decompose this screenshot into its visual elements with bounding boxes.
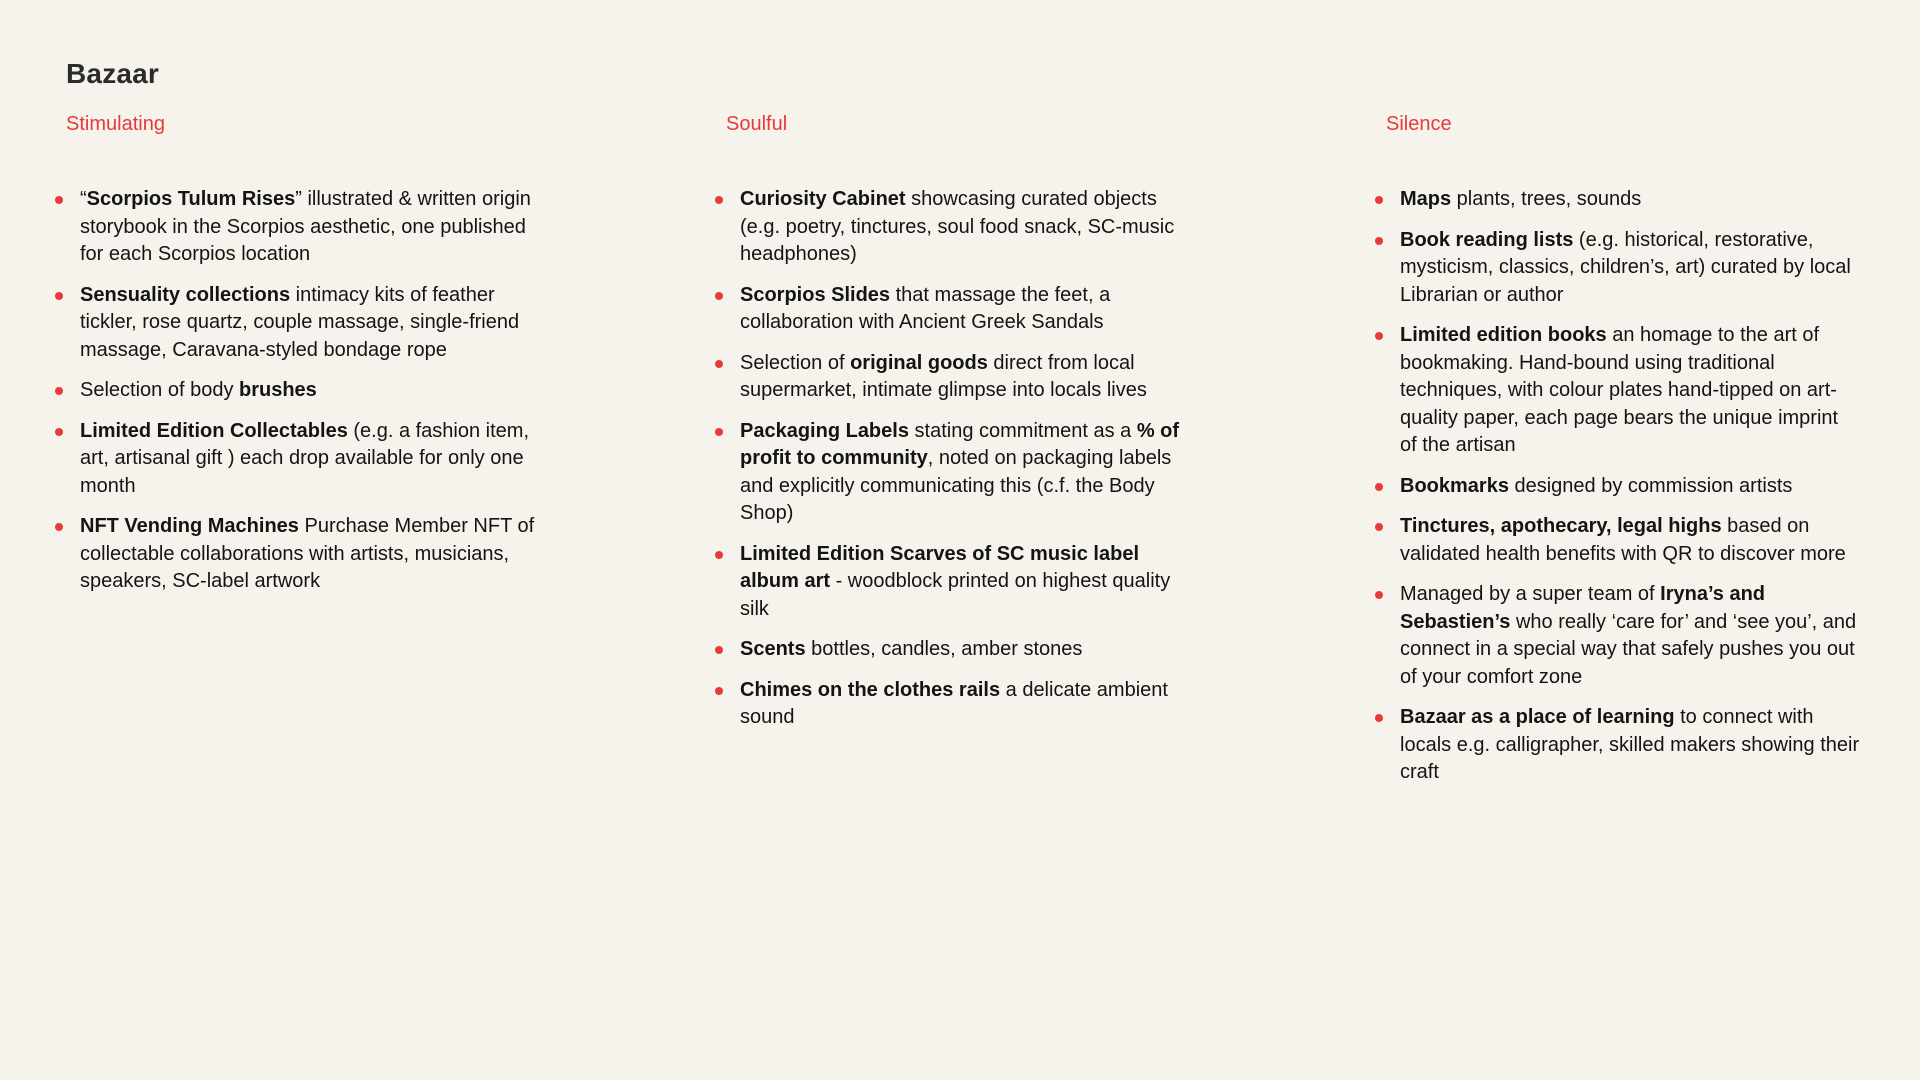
- list-item-text: Maps plants, trees, sounds: [1400, 188, 1642, 210]
- emphasis-text: Bazaar as a place of learning: [1400, 706, 1675, 728]
- emphasis-text: Limited Edition Scarves of SC music label album art: [740, 542, 1139, 592]
- list-item: [1400, 227, 1860, 310]
- list-item: [1400, 322, 1860, 460]
- emphasis-text: Curiosity Cabinet: [740, 188, 906, 210]
- list-item-text: Limited Edition Scarves of SC music label album art - woodblock printed on highest quality silk: [740, 542, 1171, 620]
- list-item-text: Selection of original goods direct from local supermarket, intimate glimpse into locals lives: [740, 351, 1147, 401]
- page-title: Bazaar: [66, 58, 160, 89]
- emphasis-text: Book reading lists: [1400, 228, 1574, 251]
- list-item: [740, 186, 1200, 269]
- emphasis-text: Maps: [1400, 188, 1452, 210]
- emphasis-text: Limited Edition Collectables: [80, 419, 348, 442]
- emphasis-text: Scorpios Tulum Rises: [86, 188, 296, 210]
- bullet-dot-icon: [715, 292, 723, 300]
- list-item: [740, 350, 1200, 405]
- emphasis-text: Sensuality collections: [80, 283, 291, 306]
- emphasis-text: Tinctures, apothecary, legal highs: [1400, 515, 1722, 537]
- list-item: [740, 418, 1200, 528]
- list-item-text: Managed by a super team of Iryna’s and Sebastien’s who really ‘care for’ and ‘see you’, and connect in a special way that safely pushes you out of your comfort zone: [1400, 583, 1857, 688]
- bullet-dot-icon: [55, 428, 63, 436]
- emphasis-text: Scorpios Slides: [740, 283, 891, 306]
- bullet-dot-icon: [1375, 237, 1383, 245]
- bullet-dot-icon: [715, 360, 723, 368]
- bullet-dot-icon: [715, 687, 723, 695]
- list-item-text: Limited edition books an homage to the art of bookmaking. Hand-bound using traditional techniques, with colour plates hand-tipped on art-quality paper, each page bears the unique imprint of the artisan: [1400, 324, 1839, 456]
- emphasis-text: Bookmarks: [1400, 474, 1509, 497]
- emphasis-text: original goods: [850, 351, 988, 374]
- bullet-list: [1400, 186, 1860, 800]
- list-item-text: Selection of body brushes: [80, 379, 317, 401]
- bullet-dot-icon: [1375, 523, 1383, 531]
- list-item: [1400, 581, 1860, 691]
- list-item-text: Tinctures, apothecary, legal highs based on validated health benefits with QR to discover more: [1400, 515, 1846, 565]
- bullet-dot-icon: [715, 428, 723, 436]
- list-item-text: Limited Edition Collectables (e.g. a fashion item, art, artisanal gift ) each drop available for only one month: [80, 419, 530, 497]
- list-item: [740, 282, 1200, 337]
- list-item-text: “Scorpios Tulum Rises” illustrated & written origin storybook in the Scorpios aesthetic, one published for each Scorpios location: [80, 188, 531, 265]
- emphasis-text: % of profit to community: [740, 419, 1180, 469]
- list-item: [80, 186, 535, 269]
- list-item: [740, 677, 1200, 732]
- column-soulful: [726, 110, 1206, 728]
- list-item: [1400, 186, 1860, 214]
- list-item: [740, 541, 1200, 624]
- bullet-dot-icon: [715, 646, 723, 654]
- bullet-dot-icon: [715, 196, 723, 204]
- bullet-dot-icon: [1375, 332, 1383, 340]
- bullet-dot-icon: [715, 551, 723, 559]
- emphasis-text: Iryna’s and Sebastien’s: [1400, 583, 1766, 633]
- list-item-text: Curiosity Cabinet showcasing curated objects (e.g. poetry, tinctures, soul food snack, SC-music headphones): [740, 188, 1175, 265]
- emphasis-text: Limited edition books: [1400, 324, 1607, 346]
- emphasis-text: Chimes on the clothes rails: [740, 678, 1001, 701]
- list-item-text: Bookmarks designed by commission artists: [1400, 474, 1793, 497]
- bullet-dot-icon: [1375, 714, 1383, 722]
- list-item-text: Book reading lists (e.g. historical, restorative, mysticism, classics, children’s, art) curated by local Librarian or author: [1400, 228, 1851, 306]
- list-item: [1400, 704, 1860, 787]
- column-heading: Soulful: [726, 113, 788, 135]
- emphasis-text: Packaging Labels: [740, 419, 909, 442]
- list-item: [1400, 473, 1860, 501]
- list-item-text: Bazaar as a place of learning to connect with locals e.g. calligrapher, skilled makers showing their craft: [1400, 706, 1860, 783]
- emphasis-text: NFT Vending Machines: [80, 515, 299, 537]
- bullet-list: [80, 186, 540, 609]
- bullet-dot-icon: [1375, 196, 1383, 204]
- bullet-dot-icon: [1375, 483, 1383, 491]
- list-item: [80, 418, 535, 501]
- list-item-text: Sensuality collections intimacy kits of feather tickler, rose quartz, couple massage, single-friend massage, Caravana-styled bondage rope: [80, 283, 520, 361]
- column-heading: Silence: [1386, 113, 1452, 135]
- list-item-text: NFT Vending Machines Purchase Member NFT of collectable collaborations with artists, musicians, speakers, SC-label artwork: [80, 515, 535, 592]
- bullet-list: [740, 186, 1200, 745]
- column-silence: [1386, 110, 1866, 783]
- list-item: [1400, 513, 1860, 568]
- list-item: [740, 636, 1200, 664]
- bullet-dot-icon: [55, 523, 63, 531]
- list-item: [80, 377, 535, 405]
- list-item-text: Packaging Labels stating commitment as a % of profit to community, noted on packaging labels and explicitly communicating this (c.f. the Body Shop): [740, 419, 1180, 524]
- column-heading: Stimulating: [66, 113, 165, 135]
- emphasis-text: brushes: [239, 379, 317, 401]
- column-stimulating: [66, 110, 546, 592]
- bullet-dot-icon: [1375, 591, 1383, 599]
- bullet-dot-icon: [55, 292, 63, 300]
- emphasis-text: Scents: [740, 638, 806, 660]
- list-item-text: Scents bottles, candles, amber stones: [740, 638, 1083, 660]
- bullet-dot-icon: [55, 196, 63, 204]
- list-item-text: Chimes on the clothes rails a delicate ambient sound: [740, 678, 1168, 728]
- bullet-dot-icon: [55, 387, 63, 395]
- list-item: [80, 513, 535, 596]
- list-item-text: Scorpios Slides that massage the feet, a collaboration with Ancient Greek Sandals: [740, 283, 1111, 333]
- list-item: [80, 282, 535, 365]
